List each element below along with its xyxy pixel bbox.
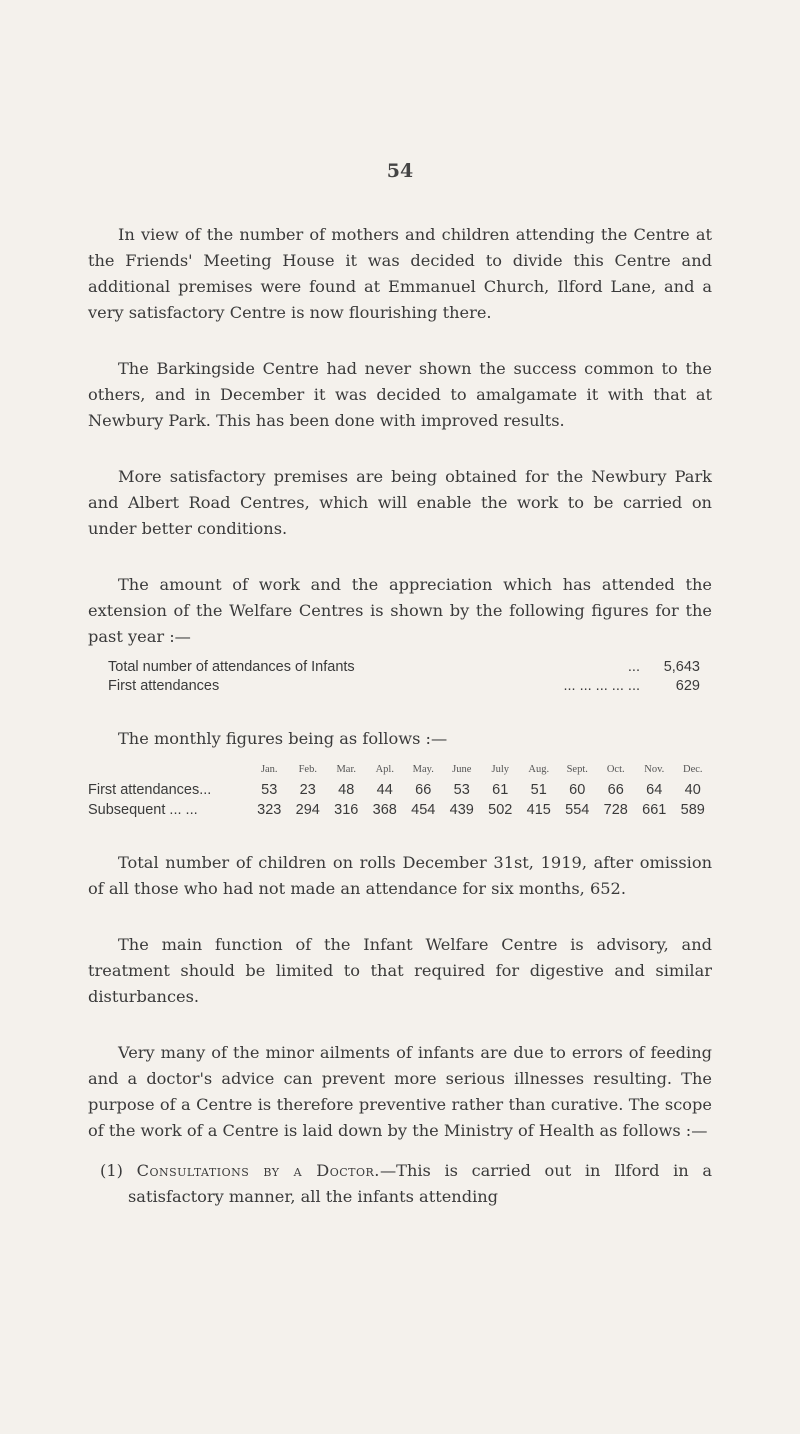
- paragraph: Very many of the minor ailments of infants are due to errors of feeding and a doctor's advice can prevent more serious illnesses resulting. The purpose of a Centre is therefore preventive rather than curative. The scope of the work of a Centre is laid down by the Ministry of Health as follows :—: [88, 1043, 712, 1140]
- month-header: Feb.: [298, 764, 317, 775]
- list-item-heading: Consultations by a Doctor.: [136, 1161, 380, 1180]
- table-cell: 40: [684, 782, 701, 798]
- table-cell: 48: [338, 782, 355, 798]
- table-cell: 454: [411, 802, 436, 818]
- month-header: July: [491, 764, 509, 775]
- paragraph: Total number of children on rolls December 31st, 1919, after omission of all those who had not made an attendance for six months, 652.: [88, 853, 712, 898]
- table-cell: 439: [449, 802, 474, 818]
- table-cell: 661: [642, 802, 667, 818]
- list-item: [100, 1158, 712, 1210]
- table-cell: 53: [453, 782, 470, 798]
- totals-row: [88, 677, 712, 696]
- table-cell: 502: [488, 802, 513, 818]
- totals-row: [88, 658, 712, 677]
- month-header: June: [452, 764, 472, 775]
- table-header-row: [88, 760, 712, 780]
- row-label: First attendances...: [88, 782, 212, 798]
- table-cell: 23: [299, 782, 316, 798]
- paragraph: More satisfactory premises are being obtained for the Newbury Park and Albert Road Centres, which will enable the work to be carried on under better conditions.: [88, 467, 712, 538]
- month-header: May.: [412, 764, 434, 775]
- list-item-text: —This is carried out in Ilford in a satisfactory manner, all the infants attending: [128, 1161, 712, 1206]
- totals-dots: ...: [627, 659, 640, 675]
- table-cell: 60: [569, 782, 586, 798]
- totals-dots: ... ... ... ... ...: [563, 678, 640, 694]
- table-cell: 728: [603, 802, 628, 818]
- totals-label: Total number of attendances of Infants: [108, 659, 355, 675]
- table-cell: 51: [530, 782, 547, 798]
- table-row: [88, 780, 712, 800]
- table-row: [88, 800, 712, 820]
- table-cell: 61: [492, 782, 509, 798]
- table-cell: 66: [415, 782, 432, 798]
- month-header: Mar.: [336, 764, 357, 775]
- totals-value: 5,643: [663, 659, 700, 675]
- month-header: Oct.: [606, 764, 625, 775]
- month-header: Aug.: [528, 764, 550, 775]
- table-cell: 368: [372, 802, 397, 818]
- table-cell: 53: [261, 782, 278, 798]
- totals-label: First attendances: [108, 678, 220, 694]
- paragraph: The Barkingside Centre had never shown the success common to the others, and in December it was decided to amalgamate it with that at Newbury Park. This has been done with improved results.: [88, 359, 712, 430]
- paragraph: In view of the number of mothers and children attending the Centre at the Friends' Meeting House it was decided to divide this Centre and additional premises were found at Emmanuel Church, Ilford Lane, and a very satisfactory Centre is now flourishing there.: [88, 225, 712, 322]
- page-number: 54: [386, 160, 414, 182]
- paragraph: The amount of work and the appreciation which has attended the extension of the Welfare Centres is shown by the following figures for the past year :—: [88, 575, 712, 646]
- month-header: Nov.: [644, 764, 665, 775]
- table-cell: 294: [295, 802, 320, 818]
- page-body: [88, 222, 712, 1210]
- table-cell: 44: [376, 782, 393, 798]
- table-cell: 316: [334, 802, 359, 818]
- paragraph: The monthly figures being as follows :—: [118, 729, 448, 748]
- list-item-number: (1): [100, 1161, 123, 1180]
- month-header: Dec.: [682, 764, 703, 775]
- table-cell: 64: [646, 782, 663, 798]
- table-cell: 66: [607, 782, 624, 798]
- paragraph: The main function of the Infant Welfare Centre is advisory, and treatment should be limited to that required for digestive and similar disturbances.: [88, 935, 712, 1006]
- table-cell: 554: [565, 802, 590, 818]
- table-cell: 415: [526, 802, 551, 818]
- month-header: Sept.: [566, 764, 588, 775]
- table-cell: 323: [257, 802, 282, 818]
- monthly-table: [88, 760, 712, 820]
- table-cell: 589: [680, 802, 705, 818]
- month-header: Apl.: [375, 764, 394, 775]
- month-header: Jan.: [260, 764, 278, 775]
- row-label: Subsequent ... ...: [88, 802, 198, 818]
- totals-value: 629: [675, 678, 700, 694]
- attendance-totals: [88, 658, 712, 696]
